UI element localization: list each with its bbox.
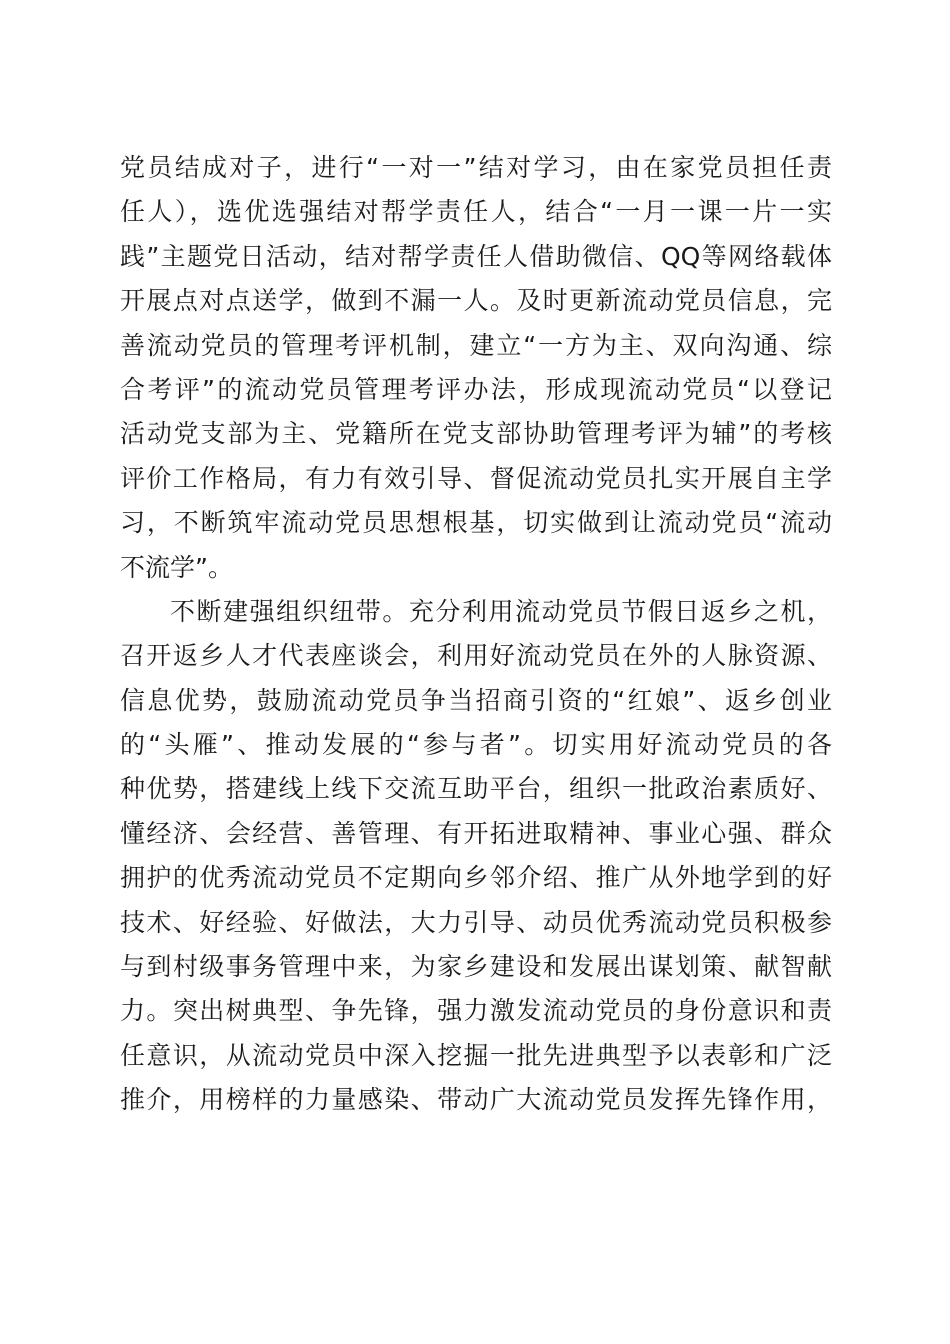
- text-line: 善流动党员的管理考评机制，建立“一方为主、双向沟通、综: [120, 330, 832, 360]
- text-line: 种优势，搭建线上线下交流互助平台，组织一批政治素质好、: [120, 774, 832, 804]
- text-line: 召开返乡人才代表座谈会，利用好流动党员在外的人脉资源、: [120, 641, 832, 671]
- text-line: 信息优势，鼓励流动党员争当招商引资的“红娘”、返乡创业: [120, 685, 832, 715]
- text-line: 与到村级事务管理中来，为家乡建设和发展出谋划策、献智献: [120, 952, 832, 982]
- text-line: 不流学”。: [120, 552, 233, 582]
- text-line: 习，不断筑牢流动党员思想根基，切实做到让流动党员“流动: [120, 508, 832, 538]
- text-line: 拥护的优秀流动党员不定期向乡邻介绍、推广从外地学到的好: [120, 863, 832, 893]
- text-line: 合考评”的流动党员管理考评办法，形成现流动党员“以登记: [120, 374, 832, 404]
- text-line: 任人），选优选强结对帮学责任人，结合“一月一课一片一实: [120, 197, 832, 227]
- text-line: 践”主题党日活动，结对帮学责任人借助微信、QQ等网络载体: [120, 241, 832, 271]
- body-text: [120, 146, 832, 1123]
- text-line: 推介，用榜样的力量感染、带动广大流动党员发挥先锋作用，: [120, 1085, 832, 1115]
- paragraph-first-line: 不断建强组织纽带。充分利用流动党员节假日返乡之机，: [170, 596, 832, 626]
- text-line: 力。突出树典型、争先锋，强力激发流动党员的身份意识和责: [120, 996, 832, 1026]
- text-line: 评价工作格局，有力有效引导、督促流动党员扎实开展自主学: [120, 463, 832, 493]
- text-line: 技术、好经验、好做法，大力引导、动员优秀流动党员积极参: [120, 907, 832, 937]
- text-line: 懂经济、会经营、善管理、有开拓进取精神、事业心强、群众: [120, 818, 832, 848]
- text-line: 党员结成对子，进行“一对一”结对学习，由在家党员担任责: [120, 153, 832, 182]
- text-line: 的“头雁”、推动发展的“参与者”。切实用好流动党员的各: [120, 730, 832, 760]
- text-line: 开展点对点送学，做到不漏一人。及时更新流动党员信息，完: [120, 286, 832, 316]
- text-line: 活动党支部为主、党籍所在党支部协助管理考评为辅”的考核: [120, 419, 832, 449]
- text-line: 任意识，从流动党员中深入挖掘一批先进典型予以表彰和广泛: [120, 1040, 832, 1070]
